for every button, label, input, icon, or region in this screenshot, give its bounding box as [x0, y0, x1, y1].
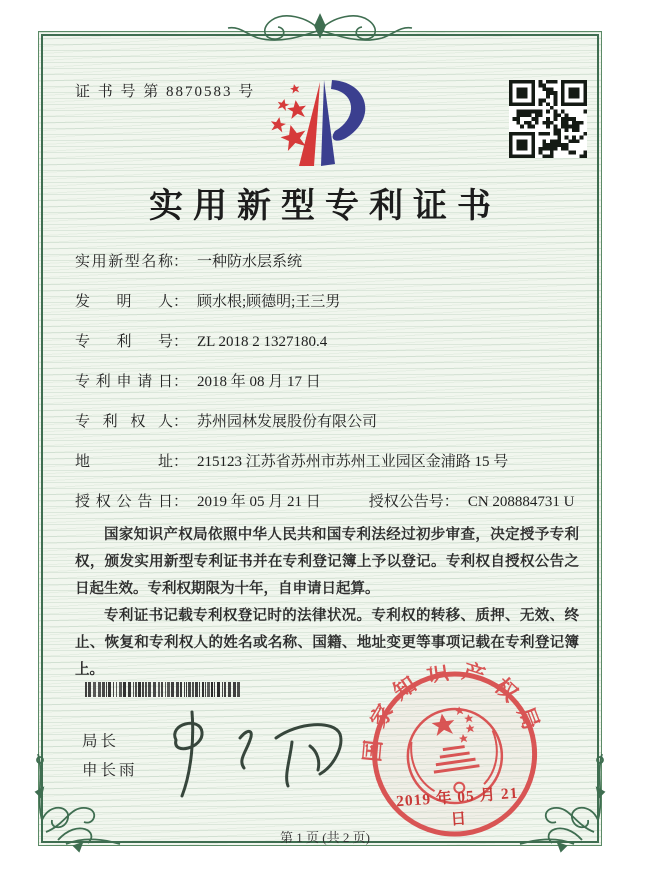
- field-value: 215123 江苏省苏州市苏州工业园区金浦路 15 号: [197, 454, 509, 470]
- signer-title: 局长: [82, 733, 120, 750]
- field-list: [75, 252, 585, 532]
- field-value: 苏州园林发展股份有限公司: [197, 414, 378, 430]
- signature-icon: [148, 708, 358, 808]
- signer-block: [82, 727, 138, 785]
- cnipa-logo-icon: [252, 74, 392, 174]
- field-value: 一种防水层系统: [197, 254, 303, 270]
- field-label: 授权公告日: [75, 494, 173, 510]
- field-row-name: 实用新型名称： 一种防水层系统: [75, 254, 303, 270]
- field-label: 地址: [75, 454, 173, 470]
- certificate-number: 证 书 号 第 8870583 号: [75, 84, 256, 100]
- page-number: 第 1 页 (共 2 页): [280, 830, 370, 845]
- field-label: 授权公告号: [368, 494, 444, 510]
- seal-ring-text: 国家知识产权局: [359, 657, 549, 764]
- certificate-title: 实用新型专利证书: [149, 188, 501, 225]
- field-row-filing-date: 专利申请日： 2018 年 08 月 17 日: [75, 374, 321, 390]
- field-value: 2019 年 05 月 21 日: [197, 494, 321, 510]
- field-value: 顾水根;顾德明;王三男: [197, 294, 341, 310]
- field-label: 专利权人: [75, 414, 173, 430]
- field-row-patentee: 专利权人： 苏州园林发展股份有限公司: [75, 414, 378, 430]
- field-row-patent-no: 专利号： ZL 2018 2 1327180.4: [75, 334, 328, 350]
- barcode-icon: [85, 682, 245, 697]
- field-label: 发明人: [75, 294, 173, 310]
- field-label: 专利号: [75, 334, 173, 350]
- field-label: 专利申请日: [75, 374, 173, 390]
- field-row-inventors: 发明人： 顾水根;顾德明;王三男: [75, 294, 341, 310]
- signer-name: 申长雨: [82, 762, 138, 779]
- field-value: 2018 年 08 月 17 日: [197, 374, 321, 390]
- field-value: CN 208884731 U: [467, 494, 575, 510]
- field-label: 实用新型名称: [75, 254, 173, 270]
- seal-date: 2019 年 05 月 21 日: [395, 784, 520, 829]
- field-value: ZL 2018 2 1327180.4: [197, 334, 328, 350]
- qr-code-icon: [509, 80, 587, 158]
- legal-paragraph: 专利证书记载专利权登记时的法律状况。专利权的转移、质押、无效、终止、恢复和专利权人的姓名或名称、国籍、地址变更等事项记载在专利登记簿上。: [75, 608, 579, 678]
- field-row-address: 地址： 215123 江苏省苏州市苏州工业园区金浦路 15 号: [75, 454, 509, 470]
- field-row-grant: 授权公告日： 2019 年 05 月 21 日 授权公告号： CN 208884731 U: [75, 494, 575, 510]
- legal-paragraph: 国家知识产权局依照中华人民共和国专利法经过初步审查，决定授予专利权，颁发实用新型专利证书并在专利登记簿上予以登记。专利权自授权公告之日起生效。专利权期限为十年，自申请日起算。: [75, 527, 579, 597]
